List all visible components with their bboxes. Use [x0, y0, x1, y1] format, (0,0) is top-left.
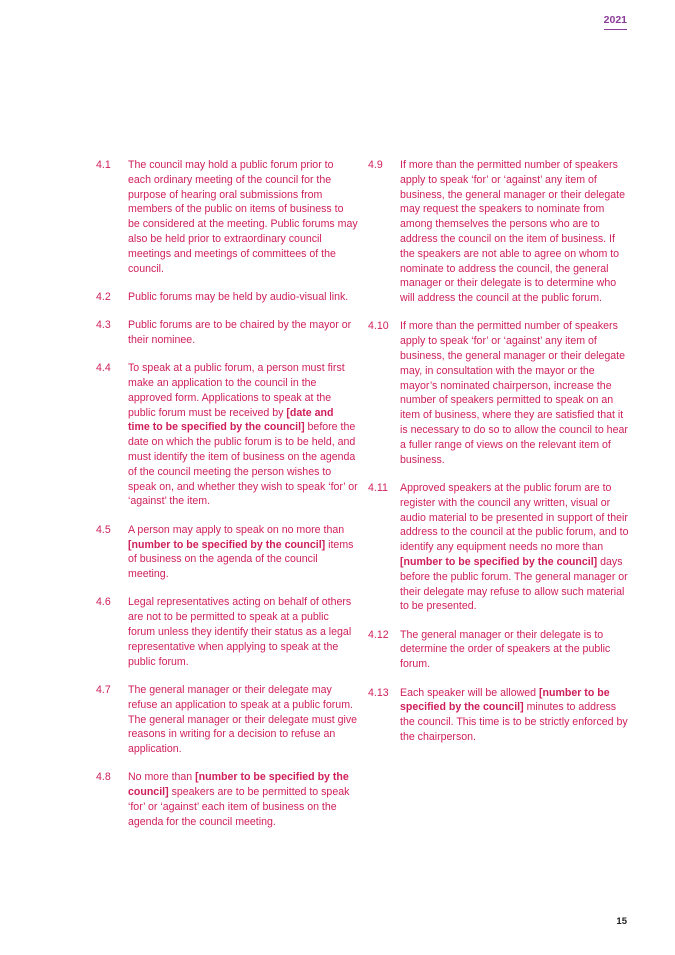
clause-text: [128, 523, 358, 582]
clause-number: 4.9: [368, 159, 383, 171]
clause-number: 4.4: [96, 362, 111, 375]
page-number: 15: [616, 916, 627, 927]
placeholder-text: [number to be specified by the council]: [400, 686, 610, 714]
clause-text-segment: before the date on which the public forum is to be held, and must identify the item of business on the agenda of the council meeting the person wishes to speak on, and whether they wish to speak ‘for’ or ‘against’ the item.: [128, 421, 358, 508]
clause-number: 4.6: [96, 596, 111, 609]
clause-item: [96, 361, 358, 509]
clause-item: [96, 595, 358, 669]
clause-item: [368, 628, 630, 672]
clause-text-segment: If more than the permitted number of speakers apply to speak ‘for’ or ‘against’ any item of business, the general manager or their delegate may request the speakers to nominate from among themselves the persons who are to address the council on the item of business. If the speakers are not able to agree on whom to nominate to address the council, the general manager or their delegate is to determine who will address the council at the public forum.: [400, 159, 625, 305]
clause-number: 4.12: [368, 628, 389, 641]
clause-text: [128, 683, 358, 757]
clause-text-segment: No more than: [128, 771, 196, 784]
clause-item: [96, 523, 358, 582]
clause-number: 4.7: [96, 683, 111, 696]
clause-text-segment: To speak at a public forum, a person must first make an application to the council in the approved form. Applications to speak at the public forum must be received by: [128, 362, 345, 419]
clause-text-segment: The general manager or their delegate may refuse an application to speak at a public forum. The general manager or their delegate must give reasons in writing for a decision to refuse an application.: [128, 683, 358, 756]
clause-item: [368, 158, 630, 306]
clause-item: [96, 683, 358, 757]
clause-text: [128, 318, 358, 348]
clause-text-segment: A person may apply to speak on no more than: [128, 523, 345, 536]
clause-text-segment: Public forums are to be chaired by the mayor or their nominee.: [128, 319, 352, 346]
clause-number: 4.10: [368, 320, 389, 333]
clause-number: 4.8: [96, 771, 111, 784]
clause-text: [128, 158, 358, 276]
clause-text-segment: If more than the permitted number of speakers apply to speak ‘for’ or ‘against’ any item of business, the general manager or their delegate may, in consultation with the mayor or the mayor’s nominated chairperson, increase the number of speakers permitted to speak on an item of business, where they are satisfied that it is necessary to do so to allow the council to hear a fuller range of views on the relevant item of business.: [400, 320, 628, 466]
clause-text: [400, 686, 630, 745]
clause-text-segment: The general manager or their delegate is to determine the order of speakers at the public forum.: [400, 628, 611, 671]
clause-item: [368, 319, 630, 467]
placeholder-text: [date and time to be specified by the council]: [128, 406, 334, 434]
left-column: [96, 158, 358, 843]
clause-text-segment: items of business on the agenda of the council meeting.: [128, 538, 354, 581]
placeholder-text: [number to be specified by the council]: [128, 538, 326, 551]
clause-item: [368, 481, 630, 614]
clause-text-segment: Approved speakers at the public forum are to register with the council any written, visual or audio material to be presented in support of their address to the council at the public forum, and to identify any equipment needs no more than: [400, 481, 629, 554]
clause-text: [400, 481, 630, 614]
clause-item: [96, 290, 358, 305]
clause-item: [96, 318, 358, 348]
clause-text: [128, 361, 358, 509]
clause-text-segment: Legal representatives acting on behalf of others are not to be permitted to speak at a public forum unless they identify their status as a legal representative when applying to speak at the public forum.: [128, 596, 352, 668]
clause-item: [96, 158, 358, 276]
placeholder-text: [number to be specified by the council]: [128, 771, 349, 799]
clause-item: [368, 686, 630, 745]
clause-text: [128, 595, 358, 669]
clause-text-segment: Public forums may be held by audio-visual link.: [128, 290, 349, 303]
clause-number: 4.2: [96, 290, 111, 303]
clause-number: 4.1: [96, 159, 111, 171]
clause-text-segment: minutes to address the council. This time is to be strictly enforced by the chairperson.: [400, 701, 628, 743]
clause-text: [400, 319, 630, 467]
clause-text: [400, 158, 630, 306]
clause-number: 4.13: [368, 686, 389, 699]
right-column: [368, 158, 630, 758]
document-year: 2021: [604, 14, 627, 30]
clause-text-segment: speakers are to be permitted to speak ‘for’ or ‘against’ each item of business on the agenda for the council meeting.: [128, 786, 350, 828]
clause-text: [128, 290, 358, 305]
clause-text-segment: The council may hold a public forum prior to each ordinary meeting of the council for the purpose of hearing oral submissions from members of the public on items of business to be considered at the meeting. Public forums may also be held prior to extraordinary council meetings and meetings of committees of the council.: [128, 159, 358, 275]
clause-number: 4.5: [96, 523, 111, 536]
clause-number: 4.11: [368, 481, 388, 494]
clause-text-segment: Each speaker will be allowed: [400, 686, 539, 699]
clause-text: [128, 770, 358, 829]
placeholder-text: [number to be specified by the council]: [400, 555, 598, 568]
clause-text: [400, 628, 630, 672]
clause-number: 4.3: [96, 319, 111, 332]
clause-text-segment: days before the public forum. The general manager or their delegate may refuse to allow such material to be presented.: [400, 555, 628, 613]
clause-item: [96, 770, 358, 829]
